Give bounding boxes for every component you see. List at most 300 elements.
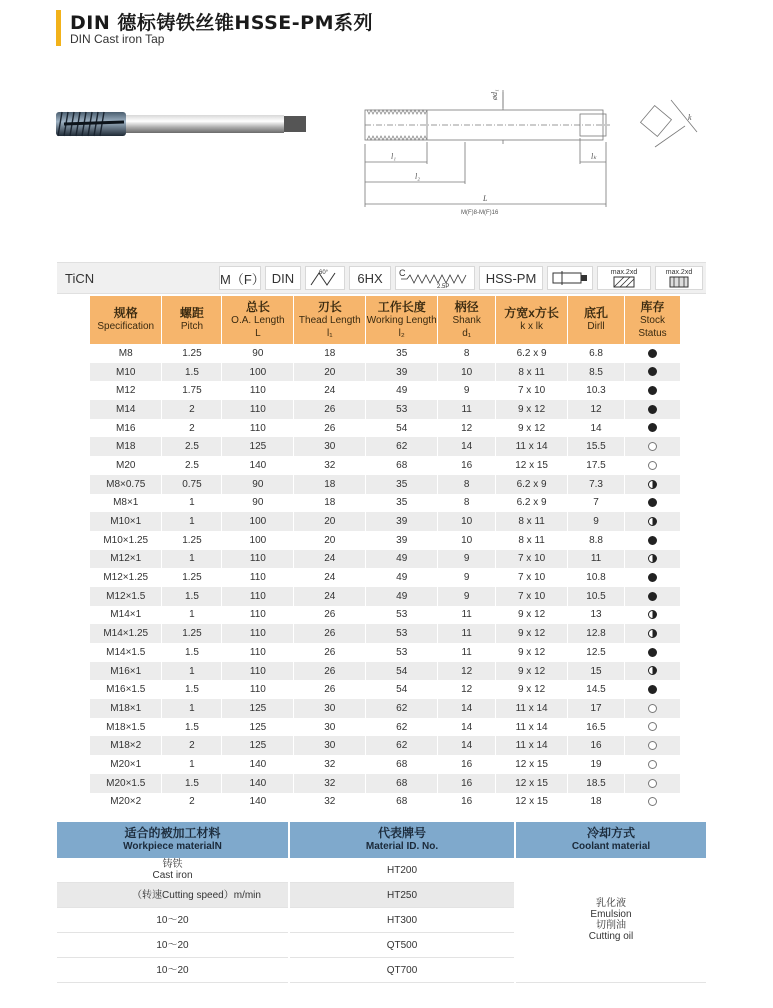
spec-cell: 19 (568, 755, 625, 774)
stock-status-cell (624, 662, 680, 681)
spec-cell: 68 (366, 456, 438, 475)
header-coolant: 冷却方式 Coolant material (515, 822, 706, 858)
spec-cell: M18×2 (90, 736, 162, 755)
shank-icon (550, 268, 590, 288)
spec-row (90, 344, 681, 363)
spec-cell: 10.3 (568, 381, 625, 400)
spec-row (90, 550, 681, 569)
spec-row (90, 531, 681, 550)
spec-cell: 8 (438, 344, 496, 363)
spec-cell: 12 (438, 680, 496, 699)
coating-label: TiCN (65, 270, 95, 286)
spec-cell: M20×2 (90, 793, 162, 812)
spec-cell: 110 (222, 606, 294, 625)
spec-cell: 53 (366, 643, 438, 662)
spec-header-cell: 刃长 Thead Length l₁ (294, 296, 366, 344)
spec-cell: 11 (568, 550, 625, 569)
header-material-id: 代表牌号 Material ID. No. (289, 822, 515, 858)
stock-status-cell (624, 699, 680, 718)
spec-cell: 24 (294, 587, 366, 606)
spec-cell: 62 (366, 718, 438, 737)
spec-cell: 8 (438, 494, 496, 513)
spec-cell: 110 (222, 680, 294, 699)
stock-status-cell (624, 456, 680, 475)
spec-cell: 30 (294, 736, 366, 755)
spec-cell: 1 (162, 494, 222, 513)
spec-cell: 17 (568, 699, 625, 718)
stock-full-icon (648, 367, 657, 376)
stock-half-icon (648, 554, 657, 563)
spec-cell: 12 (438, 662, 496, 681)
spec-row (90, 419, 681, 438)
spec-cell: 90 (222, 344, 294, 363)
spec-cell: 125 (222, 736, 294, 755)
material-id-cell: QT500 (289, 933, 515, 958)
spec-cell: 53 (366, 606, 438, 625)
stock-status-cell (624, 550, 680, 569)
spec-cell: 6.8 (568, 344, 625, 363)
spec-cell: 7 x 10 (496, 568, 568, 587)
spec-cell: 11 (438, 643, 496, 662)
spec-cell: 7 x 10 (496, 550, 568, 569)
spec-cell: M14×1 (90, 606, 162, 625)
spec-cell: 26 (294, 400, 366, 419)
spec-cell: 35 (366, 494, 438, 513)
spec-cell: M10×1.25 (90, 531, 162, 550)
spec-cell: 24 (294, 381, 366, 400)
spec-cell: M10 (90, 363, 162, 382)
tolerance-badge: 6HX (349, 266, 391, 290)
spec-cell: M8×0.75 (90, 475, 162, 494)
shank-badge (547, 266, 593, 290)
label-lk: lₖ (591, 152, 597, 161)
stock-status-cell (624, 606, 680, 625)
spec-cell: 35 (366, 475, 438, 494)
stock-status-cell (624, 568, 680, 587)
spec-row (90, 793, 681, 812)
stock-empty-icon (648, 779, 657, 788)
stock-half-icon (648, 517, 657, 526)
stock-empty-icon (648, 760, 657, 769)
spec-cell: 12 x 15 (496, 793, 568, 812)
spec-cell: 100 (222, 531, 294, 550)
spec-cell: 2 (162, 400, 222, 419)
stock-status-cell (624, 381, 680, 400)
stock-full-icon (648, 648, 657, 657)
spec-header-cell: 螺距 Pitch (162, 296, 222, 344)
spec-cell: 9 (438, 381, 496, 400)
material-row (57, 858, 706, 883)
spec-cell: 11 x 14 (496, 736, 568, 755)
spec-cell: 110 (222, 419, 294, 438)
page-subtitle: DIN Cast iron Tap (70, 32, 165, 46)
spec-cell: 12 (568, 400, 625, 419)
stock-empty-icon (648, 722, 657, 731)
spec-cell: 8 x 11 (496, 512, 568, 531)
spec-cell: 110 (222, 587, 294, 606)
spec-row (90, 755, 681, 774)
stock-status-cell (624, 531, 680, 550)
spec-cell: 1.5 (162, 363, 222, 382)
stock-half-icon (648, 666, 657, 675)
coolant-cell: 乳化液 Emulsion 切削油 Cutting oil (515, 858, 706, 983)
spec-cell: 10.8 (568, 568, 625, 587)
spec-cell: 9 x 12 (496, 643, 568, 662)
spec-cell: 16 (438, 456, 496, 475)
spec-cell: 90 (222, 475, 294, 494)
spec-row (90, 400, 681, 419)
stock-status-cell (624, 344, 680, 363)
stock-empty-icon (648, 704, 657, 713)
spec-cell: 110 (222, 381, 294, 400)
spec-cell: 30 (294, 437, 366, 456)
spec-cell: 39 (366, 363, 438, 382)
spec-cell: 49 (366, 568, 438, 587)
spec-row (90, 363, 681, 382)
spec-cell: 12 x 15 (496, 755, 568, 774)
spec-cell: 2 (162, 793, 222, 812)
stock-half-icon (648, 610, 657, 619)
spec-cell: 1.5 (162, 774, 222, 793)
stock-full-icon (648, 423, 657, 432)
spec-row (90, 643, 681, 662)
chamfer-badge (395, 266, 475, 290)
spec-cell: 14 (438, 437, 496, 456)
spec-cell: 1 (162, 755, 222, 774)
spec-cell: 1 (162, 512, 222, 531)
spec-cell: 12.5 (568, 643, 625, 662)
spec-cell: 49 (366, 550, 438, 569)
spec-header-cell: 底孔 Dirll (568, 296, 625, 344)
spec-cell: 1 (162, 606, 222, 625)
spec-cell: M16×1.5 (90, 680, 162, 699)
spec-cell: M8×1 (90, 494, 162, 513)
spec-cell: 16 (438, 793, 496, 812)
spec-cell: 62 (366, 437, 438, 456)
spec-cell: 12 x 15 (496, 456, 568, 475)
spec-cell: M18×1 (90, 699, 162, 718)
stock-status-cell (624, 643, 680, 662)
feature-icon-row (57, 262, 706, 294)
spec-cell: 16 (438, 755, 496, 774)
spec-cell: 8.5 (568, 363, 625, 382)
stock-status-cell (624, 475, 680, 494)
spec-cell: 1.25 (162, 568, 222, 587)
spec-row (90, 512, 681, 531)
stock-status-cell (624, 512, 680, 531)
spec-cell: 2.5 (162, 456, 222, 475)
spec-cell: 62 (366, 699, 438, 718)
speed-range-cell: 10～20 (57, 933, 289, 958)
specification-table (90, 296, 681, 811)
cutting-speed-cell: （转速Cutting speed）m/min (57, 883, 289, 908)
spec-cell: 26 (294, 643, 366, 662)
spec-cell: 110 (222, 400, 294, 419)
spec-cell: 14 (438, 718, 496, 737)
stock-status-cell (624, 680, 680, 699)
through-hole-badge: max.2xd (597, 266, 651, 290)
spec-cell: 110 (222, 624, 294, 643)
speed-range-cell: 10～20 (57, 958, 289, 983)
material-badge: HSS-PM (479, 266, 543, 290)
spec-cell: M20×1.5 (90, 774, 162, 793)
spec-cell: 0.75 (162, 475, 222, 494)
spec-cell: M18 (90, 437, 162, 456)
page-title: DIN 德标铸铁丝锥HSSE-PM系列 (70, 12, 373, 34)
spec-cell: 11 x 14 (496, 718, 568, 737)
tap-dimension-drawing (355, 82, 715, 222)
spec-header-cell: 方宽x方长 k x lk (496, 296, 568, 344)
spec-cell: 2 (162, 419, 222, 438)
spec-cell: 49 (366, 587, 438, 606)
spec-cell: M12×1.25 (90, 568, 162, 587)
spec-cell: 7 (568, 494, 625, 513)
spec-cell: 9 (438, 587, 496, 606)
spec-cell: 9 x 12 (496, 624, 568, 643)
spec-cell: 110 (222, 568, 294, 587)
spec-cell: 15.5 (568, 437, 625, 456)
spec-cell: 1.25 (162, 531, 222, 550)
spec-cell: 30 (294, 699, 366, 718)
spec-cell: M12 (90, 381, 162, 400)
spec-cell: 53 (366, 624, 438, 643)
spec-row (90, 606, 681, 625)
spec-row (90, 699, 681, 718)
spec-row (90, 587, 681, 606)
spec-cell: 1.75 (162, 381, 222, 400)
spec-row (90, 456, 681, 475)
spec-cell: 1.25 (162, 344, 222, 363)
spec-row (90, 494, 681, 513)
spec-cell: 32 (294, 456, 366, 475)
spec-cell: 35 (366, 344, 438, 363)
spec-cell: 26 (294, 624, 366, 643)
spec-cell: 140 (222, 755, 294, 774)
blind-hole-badge: max.2xd (655, 266, 703, 290)
spec-cell: 9 x 12 (496, 400, 568, 419)
material-id-cell: HT300 (289, 908, 515, 933)
stock-half-icon (648, 629, 657, 638)
chamfer-icon (397, 267, 473, 289)
spec-cell: 9 x 12 (496, 662, 568, 681)
spec-cell: 140 (222, 774, 294, 793)
spec-cell: 32 (294, 793, 366, 812)
spec-cell: 6.2 x 9 (496, 344, 568, 363)
spec-cell: M16 (90, 419, 162, 438)
spec-row (90, 475, 681, 494)
spec-cell: 13 (568, 606, 625, 625)
spec-cell: 11 x 14 (496, 699, 568, 718)
stock-status-cell (624, 363, 680, 382)
stock-empty-icon (648, 797, 657, 806)
spec-cell: 26 (294, 662, 366, 681)
spec-cell: 6.2 x 9 (496, 475, 568, 494)
spec-row (90, 680, 681, 699)
material-table (57, 822, 706, 983)
stock-status-cell (624, 736, 680, 755)
spec-cell: 11 x 14 (496, 437, 568, 456)
spec-row (90, 437, 681, 456)
spec-cell: 10 (438, 531, 496, 550)
spec-cell: 8 (438, 475, 496, 494)
spec-cell: 39 (366, 531, 438, 550)
spec-cell: 7 x 10 (496, 381, 568, 400)
stock-full-icon (648, 685, 657, 694)
stock-full-icon (648, 405, 657, 414)
spec-header-cell: 工作长度 Working Length l₂ (366, 296, 438, 344)
spec-cell: 68 (366, 755, 438, 774)
spec-cell: 100 (222, 363, 294, 382)
standard-badge: DIN (265, 266, 301, 290)
through-hole-icon (612, 276, 636, 288)
stock-empty-icon (648, 741, 657, 750)
spec-cell: 90 (222, 494, 294, 513)
spec-cell: M12×1 (90, 550, 162, 569)
stock-status-cell (624, 400, 680, 419)
header-workpiece: 适合的被加工材料 Workpiece materialN (57, 822, 289, 858)
tap-product-image (54, 100, 310, 150)
stock-empty-icon (648, 442, 657, 451)
spec-row (90, 624, 681, 643)
spec-row (90, 718, 681, 737)
spec-cell: 14 (438, 699, 496, 718)
spec-header-cell: 规格 Specification (90, 296, 162, 344)
spec-header-cell: 总长 O.A. Length L (222, 296, 294, 344)
spec-cell: 18 (568, 793, 625, 812)
spec-cell: 12 (438, 419, 496, 438)
label-l1: l₁ (391, 152, 397, 161)
stock-full-icon (648, 498, 657, 507)
spec-row (90, 736, 681, 755)
spec-cell: 26 (294, 680, 366, 699)
spec-cell: 14 (438, 736, 496, 755)
spec-cell: 62 (366, 736, 438, 755)
spec-cell: 1.5 (162, 680, 222, 699)
material-id-cell: HT200 (289, 858, 515, 883)
stock-status-cell (624, 718, 680, 737)
spec-cell: M16×1 (90, 662, 162, 681)
spec-cell: 1.5 (162, 587, 222, 606)
spec-cell: 30 (294, 718, 366, 737)
spec-cell: 32 (294, 755, 366, 774)
spec-cell: M8 (90, 344, 162, 363)
spec-cell: 68 (366, 793, 438, 812)
spec-cell: M10×1 (90, 512, 162, 531)
material-header-row (57, 822, 706, 858)
spec-cell: 18.5 (568, 774, 625, 793)
stock-status-cell (624, 419, 680, 438)
spec-cell: 6.2 x 9 (496, 494, 568, 513)
material-id-cell: QT700 (289, 958, 515, 983)
spec-cell: 8 x 11 (496, 531, 568, 550)
spec-header-cell: 柄径 Shank d₁ (438, 296, 496, 344)
spec-cell: 2.5 (162, 437, 222, 456)
spec-cell: 1 (162, 699, 222, 718)
spec-cell: M20 (90, 456, 162, 475)
thread-angle-icon (307, 267, 343, 289)
spec-cell: 8 x 11 (496, 363, 568, 382)
spec-cell: 68 (366, 774, 438, 793)
thread-type-badge: M（F） (219, 266, 261, 290)
stock-status-cell (624, 494, 680, 513)
spec-cell: M14 (90, 400, 162, 419)
spec-header-cell: 库存 Stock Status (624, 296, 680, 344)
stock-status-cell (624, 437, 680, 456)
spec-row (90, 381, 681, 400)
spec-cell: M18×1.5 (90, 718, 162, 737)
spec-cell: 7.3 (568, 475, 625, 494)
spec-cell: 9 (438, 550, 496, 569)
spec-cell: 14 (568, 419, 625, 438)
spec-cell: 110 (222, 643, 294, 662)
spec-cell: 11 (438, 624, 496, 643)
spec-cell: 1.5 (162, 643, 222, 662)
spec-cell: 10.5 (568, 587, 625, 606)
spec-cell: 11 (438, 606, 496, 625)
blind-hole-icon (668, 276, 690, 288)
spec-cell: 54 (366, 419, 438, 438)
spec-cell: 110 (222, 550, 294, 569)
stock-full-icon (648, 592, 657, 601)
label-k: k (688, 113, 692, 122)
spec-cell: 7 x 10 (496, 587, 568, 606)
spec-cell: 125 (222, 699, 294, 718)
spec-cell: M14×1.25 (90, 624, 162, 643)
spec-cell: 8.8 (568, 531, 625, 550)
spec-cell: 9 x 12 (496, 419, 568, 438)
spec-cell: 20 (294, 531, 366, 550)
spec-row (90, 568, 681, 587)
spec-cell: 16 (568, 736, 625, 755)
spec-cell: 1 (162, 550, 222, 569)
stock-status-cell (624, 793, 680, 812)
spec-cell: M14×1.5 (90, 643, 162, 662)
spec-cell: 1 (162, 662, 222, 681)
spec-cell: 1.25 (162, 624, 222, 643)
spec-cell: 10 (438, 512, 496, 531)
svg-text:C: C (399, 268, 406, 278)
label-l2: l₂ (415, 172, 421, 181)
spec-cell: 24 (294, 568, 366, 587)
spec-cell: 9 x 12 (496, 680, 568, 699)
spec-cell: 49 (366, 381, 438, 400)
spec-cell: 26 (294, 606, 366, 625)
spec-cell: 9 x 12 (496, 606, 568, 625)
stock-status-cell (624, 774, 680, 793)
spec-cell: 39 (366, 512, 438, 531)
spec-cell: 11 (438, 400, 496, 419)
spec-cell: M12×1.5 (90, 587, 162, 606)
spec-cell: 16.5 (568, 718, 625, 737)
stock-status-cell (624, 587, 680, 606)
spec-cell: 140 (222, 456, 294, 475)
stock-full-icon (648, 573, 657, 582)
stock-empty-icon (648, 461, 657, 470)
speed-range-cell: 10～20 (57, 908, 289, 933)
spec-row (90, 662, 681, 681)
spec-cell: 125 (222, 437, 294, 456)
stock-status-cell (624, 624, 680, 643)
spec-cell: 15 (568, 662, 625, 681)
stock-status-cell (624, 755, 680, 774)
spec-cell: 24 (294, 550, 366, 569)
svg-text:60°: 60° (319, 270, 329, 276)
spec-cell: 54 (366, 680, 438, 699)
svg-text:2.5P: 2.5P (437, 284, 450, 289)
spec-cell: 17.5 (568, 456, 625, 475)
spec-cell: 1.5 (162, 718, 222, 737)
spec-cell: 18 (294, 475, 366, 494)
